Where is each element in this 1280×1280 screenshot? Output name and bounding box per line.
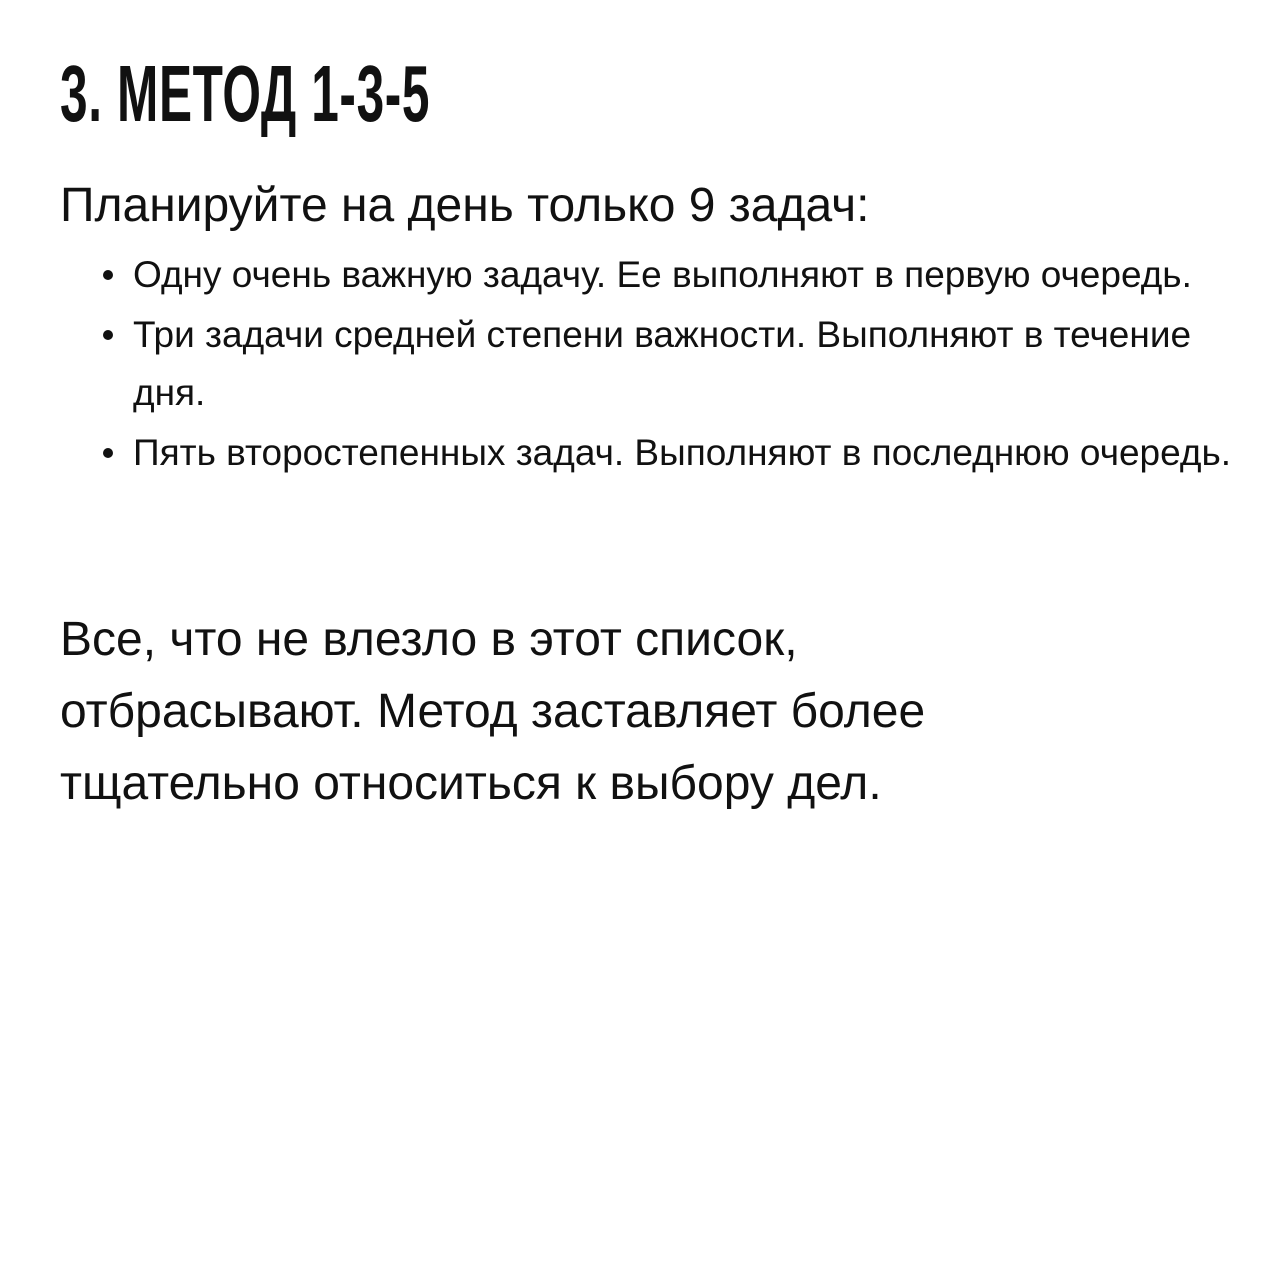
conclusion-line: тщательно относиться к выбору дел. [60,757,882,810]
task-list [133,246,1243,484]
page-title: 3. МЕТОД 1-3-5 [60,49,431,138]
bullet-icon [103,448,113,458]
list-item-text: Пять второстепенных задач. Выполняют в последнюю очередь. [133,432,1232,473]
conclusion-line: Все, что не влезло в этот список, [60,613,798,666]
intro-text: Планируйте на день только 9 задач: [60,179,870,232]
list-item [133,246,1243,304]
list-item [133,424,1243,482]
conclusion-text [60,604,1220,820]
list-item-text: Одну очень важную задачу. Ее выполняют в первую очередь. [133,254,1192,295]
list-item-text: Три задачи средней степени важности. Выполняют в течение дня. [133,314,1192,413]
list-item [133,306,1243,422]
bullet-icon [103,270,113,280]
conclusion-line: отбрасывают. Метод заставляет более [60,685,926,738]
bullet-icon [103,330,113,340]
